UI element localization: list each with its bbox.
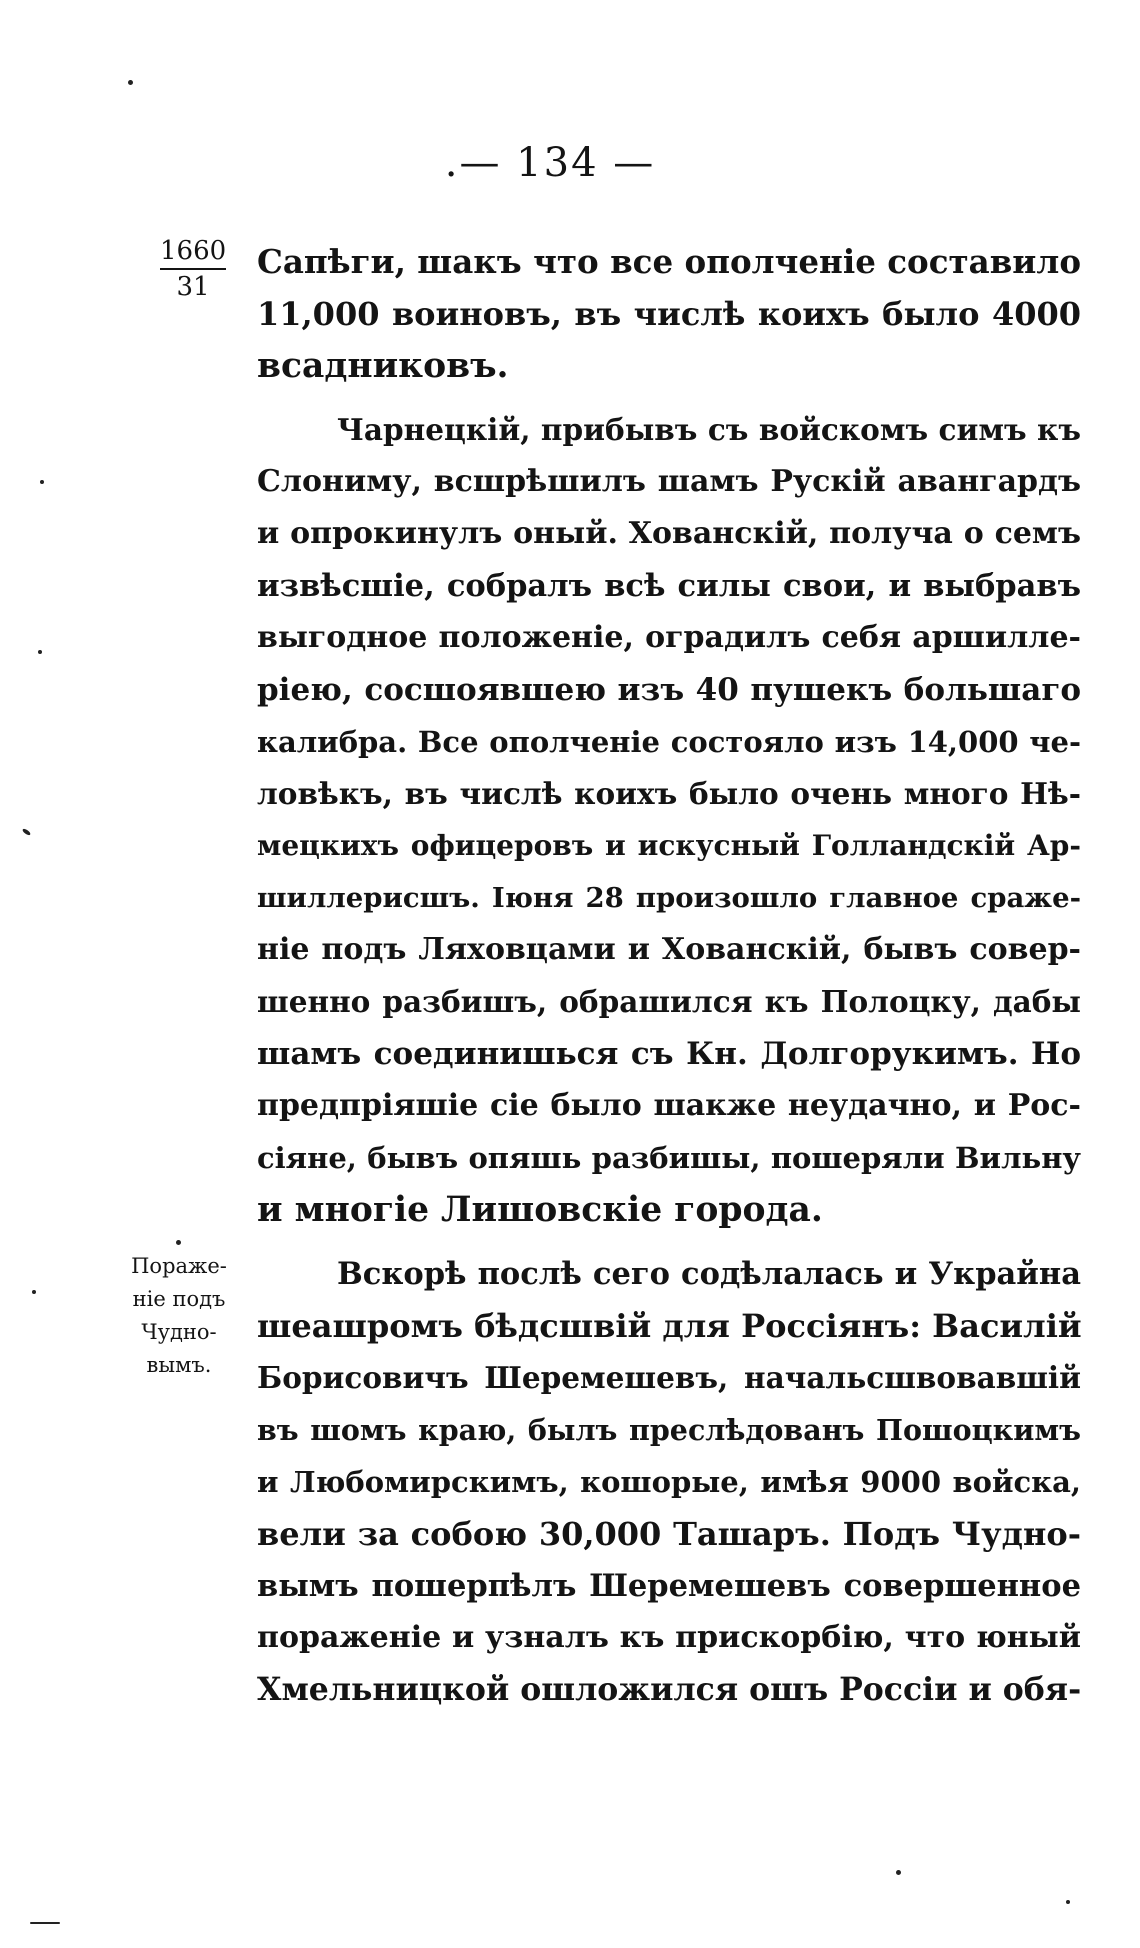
- text-line: Вскорѣ послѣ сего содѣлалась и Украйна: [337, 1256, 1081, 1292]
- margin-year: 1660: [160, 236, 226, 270]
- page-number: .— 134 —: [444, 140, 656, 186]
- body-text: [257, 236, 1081, 1716]
- scan-speck: [40, 480, 44, 484]
- text-line: извѣсшіе, собралъ всѣ силы свои, и выбравъ: [257, 568, 1081, 604]
- paragraph-1: [257, 236, 1081, 392]
- text-line: вымъ пошерпѣлъ Шеремешевъ совершенное: [257, 1568, 1081, 1604]
- side-note-line: ніе подъ: [132, 1287, 226, 1311]
- text-line: сіяне, бывъ опяшь разбишы, пошеряли Вильну: [257, 1141, 1081, 1175]
- scan-speck: [176, 1240, 181, 1245]
- text-line: шамъ соединишься съ Кн. Долгорукимъ. Но: [257, 1036, 1081, 1072]
- paragraph-3: [257, 1248, 1081, 1716]
- text-line: предпріяшіе сіе было шакже неудачно, и Рос-: [257, 1088, 1081, 1123]
- text-line: въ шомъ краю, былъ преслѣдованъ Пошоцкимъ: [257, 1413, 1081, 1447]
- text-line: и опрокинулъ оный. Хованскій, получа о семъ: [257, 516, 1081, 551]
- text-line: всадниковъ.: [257, 346, 509, 386]
- text-line: Чарнецкій, прибывъ съ войскомъ симъ къ: [337, 412, 1081, 447]
- text-line: вели за собою 30,000 Ташаръ. Подъ Чудно-: [257, 1515, 1081, 1553]
- text-line: шиллерисшъ. Іюня 28 произошло главное сраже-: [257, 882, 1081, 914]
- scan-speck: [896, 1870, 901, 1875]
- text-line: ріею, сосшоявшею изъ 40 пушекъ большаго: [257, 672, 1081, 708]
- text-line: ловѣкъ, въ числѣ коихъ было очень много Нѣ-: [257, 776, 1081, 811]
- side-note-line: вымъ.: [146, 1353, 212, 1377]
- text-line: шенно разбишъ, обрашился къ Полоцку, дабы: [257, 984, 1081, 1019]
- scan-speck: [38, 650, 42, 654]
- text-line: мецкихъ офицеровъ и искусный Голландскій Ар-: [257, 829, 1081, 862]
- text-line: Сапѣги, шакъ что все ополченіе составило: [257, 242, 1081, 281]
- margin-side-note: [114, 1250, 244, 1382]
- text-line: Хмельницкой ошложился ошъ Россіи и обя-: [257, 1671, 1082, 1708]
- text-line: калибра. Все ополченіе состояло изъ 14,000 че-: [257, 725, 1081, 759]
- text-line: и многіе Лишовскіе города.: [257, 1190, 823, 1230]
- scan-speck: [32, 1290, 36, 1294]
- text-line: шеашромъ бѣдсшвій для Россіянъ: Василій: [257, 1307, 1082, 1345]
- text-line: Борисовичъ Шеремешевъ, начальсшвовавшій: [257, 1360, 1081, 1395]
- side-note-line: Чудно-: [141, 1320, 217, 1344]
- scan-speck: [1066, 1900, 1070, 1904]
- text-line: выгодное положеніе, оградилъ себя аршилле-: [257, 620, 1081, 655]
- margin-year-note: [160, 236, 226, 302]
- text-line: 11,000 воиновъ, въ числѣ коихъ было 4000: [257, 295, 1081, 333]
- text-line: Слониму, всшрѣшилъ шамъ Рускій авангардъ: [257, 464, 1081, 499]
- text-line: пораженіе и узналъ къ прискорбію, что юный: [257, 1620, 1081, 1655]
- side-note-line: Пораже-: [131, 1254, 227, 1278]
- paragraph-2: [257, 404, 1081, 1236]
- margin-day: 31: [176, 272, 210, 302]
- text-line: и Любомирскимъ, кошорые, имѣя 9000 войска,: [257, 1465, 1081, 1499]
- scan-speck: [22, 828, 32, 836]
- scan-speck: [30, 1922, 60, 1924]
- scan-speck: [128, 80, 133, 85]
- text-line: ніе подъ Ляховцами и Хованскій, бывъ совер-: [257, 932, 1081, 967]
